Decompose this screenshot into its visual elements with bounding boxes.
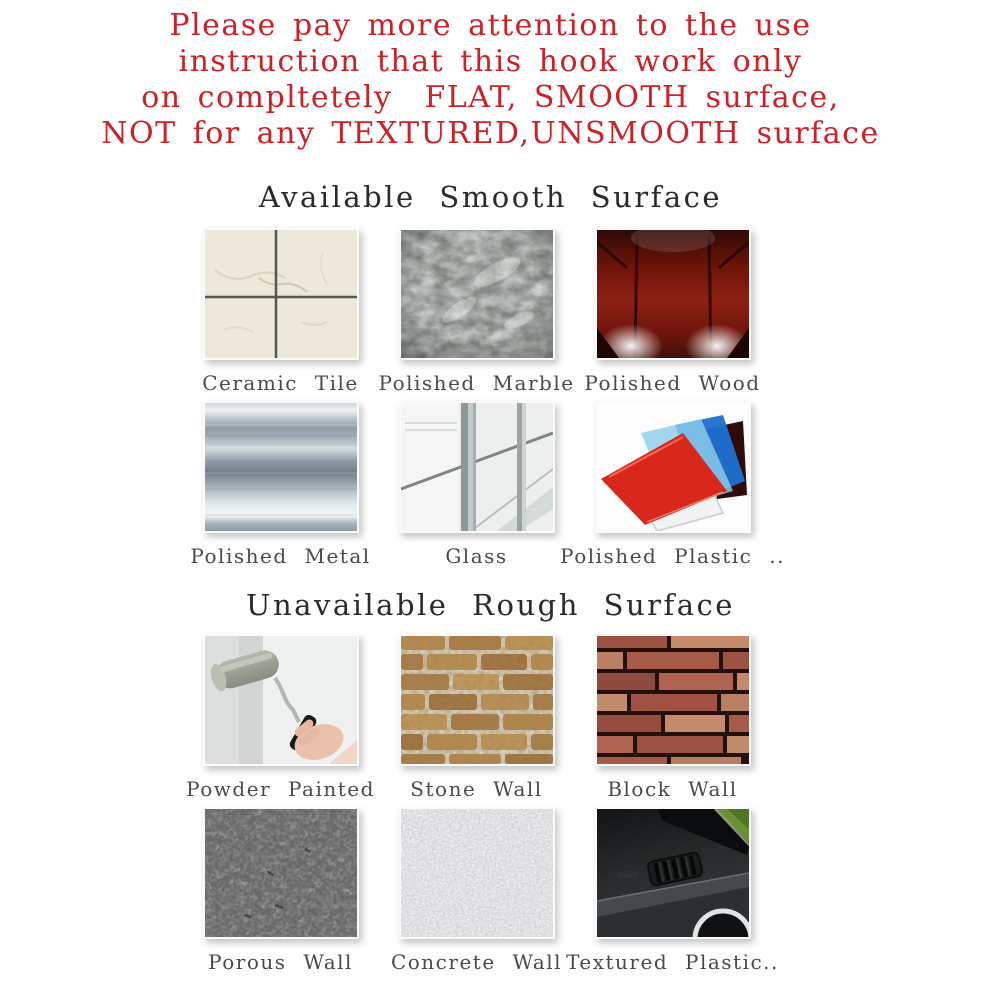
polished-wood-image [597,230,749,358]
polished-wood-photo [595,228,751,360]
ceramic-tile-image [205,230,357,358]
stone-wall-image [401,636,553,764]
powder-painted-label: Powder Painted [186,777,375,801]
concrete-wall-image [401,809,553,937]
warning-line: Please pay more attention to the use [169,8,812,43]
polished-marble-image [401,230,553,358]
surface-card-glass [398,401,556,568]
glass-label: Glass [445,544,508,568]
concrete-wall-label: Concrete Wall [390,950,563,974]
polished-marble-label: Polished Marble [378,371,575,395]
ceramic-tile-label: Ceramic Tile [202,371,359,395]
textured-plastic-photo [595,807,751,939]
glass-photo [399,401,555,533]
surface-card-polished-plastic [560,401,785,568]
porous-wall-label: Porous Wall [208,950,353,974]
surface-card-concrete-wall [390,807,563,974]
warning-line: instruction that this hook work only [178,44,803,79]
block-wall-image [597,636,749,764]
polished-plastic-image [597,403,749,531]
surface-card-ceramic-tile [202,228,360,395]
powder-painted-photo [203,634,359,766]
stone-wall-label: Stone Wall [410,777,543,801]
powder-painted-image [205,636,357,764]
porous-wall-image [205,809,357,937]
warning-line: NOT for any TEXTURED,UNSMOOTH surface [101,116,880,151]
ceramic-tile-photo [203,228,359,360]
warning-line: on compltetely FLAT, SMOOTH surface, [141,80,840,115]
glass-image [401,403,553,531]
polished-metal-image [205,403,357,531]
polished-metal-photo [203,401,359,533]
surface-card-polished-wood [584,228,761,395]
section-title-unavailable: Unavailable Rough Surface [246,588,735,622]
textured-plastic-label: Textured Plastic.. [566,950,779,974]
porous-wall-photo [203,807,359,939]
textured-plastic-image [597,809,749,937]
surface-card-polished-metal [190,401,371,568]
surface-card-porous-wall [202,807,360,974]
block-wall-label: Block Wall [607,777,738,801]
polished-plastic-label: Polished Plastic .. [560,544,785,568]
surface-card-polished-marble [378,228,575,395]
available-surfaces-grid [0,228,967,568]
warning-text [0,0,981,152]
section-title-available: Available Smooth Surface [258,180,723,214]
polished-marble-photo [399,228,555,360]
embossed-logo [617,871,639,879]
surface-card-textured-plastic [566,807,779,974]
concrete-wall-photo [399,807,555,939]
polished-wood-label: Polished Wood [584,371,761,395]
block-wall-photo [595,634,751,766]
polished-plastic-photo [595,401,751,533]
surface-card-block-wall [594,634,752,801]
surface-card-powder-painted [186,634,375,801]
unavailable-surfaces-grid [0,634,967,974]
surface-card-stone-wall [398,634,556,801]
polished-metal-label: Polished Metal [190,544,371,568]
stone-wall-photo [399,634,555,766]
